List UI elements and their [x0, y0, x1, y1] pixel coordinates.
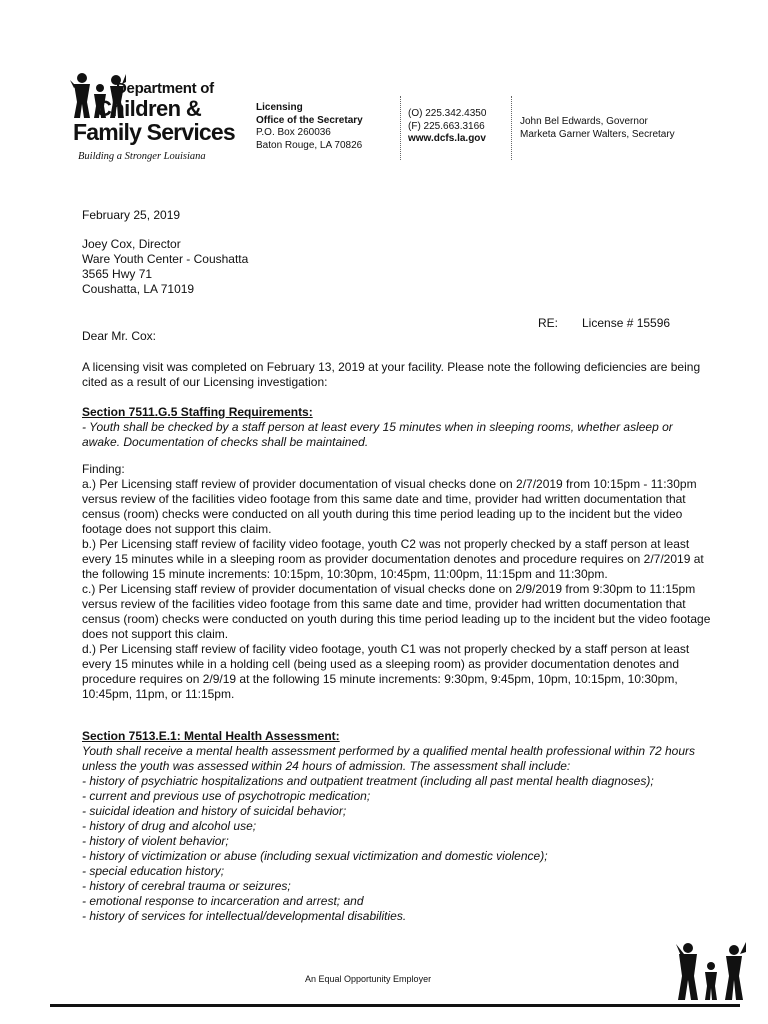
office-line-1: Licensing [256, 102, 303, 113]
list-item: - history of psychiatric hospitalizations and outpatient treatment (including all past mental health diagnoses); [82, 774, 654, 788]
dept-name-line1: Department of [116, 80, 214, 97]
salutation: Dear Mr. Cox: [82, 329, 157, 343]
recipient-city: Coushatta, LA 71019 [82, 282, 195, 296]
list-item: - history of cerebral trauma or seizures; [82, 879, 291, 893]
re-line [538, 316, 670, 331]
footer-family-logo-icon [676, 940, 746, 1002]
header-divider-1 [400, 96, 401, 160]
list-item: - history of victimization or abuse (including sexual victimization and domestic violence); [82, 849, 548, 863]
recipient-org: Ware Youth Center - Coushatta [82, 252, 249, 266]
list-item: - suicidal ideation and history of suicidal behavior; [82, 804, 347, 818]
fax-number: (F) 225.663.3166 [408, 120, 485, 132]
license-number: License # 15596 [582, 316, 671, 330]
footer-eoe-text: An Equal Opportunity Employer [305, 974, 432, 984]
list-item: - special education history; [82, 864, 225, 878]
office-address-block [256, 102, 363, 152]
recipient-address [82, 237, 248, 297]
header-divider-2 [511, 96, 512, 160]
secretary-name: Marketa Garner Walters, Secretary [520, 128, 675, 140]
office-line-3: P.O. Box 260036 [256, 127, 331, 138]
section2-requirement [82, 744, 722, 774]
re-label: RE: [538, 316, 559, 330]
finding-item: b.) Per Licensing staff review of facility video footage, youth C2 was not properly checked by a staff person at least every 15 minutes while in a sleeping room as provider documentation denotes and procedure requires on 2/7/2019 at the following 15 minute increments: 10:15pm, 10:30pm, 10:45pm, 11:00pm, 11:15pm and 11:30pm. [82, 537, 704, 581]
dept-name-line3: Family Services [73, 119, 235, 145]
governor-name: John Bel Edwards, Governor [520, 116, 648, 127]
finding-item: d.) Per Licensing staff review of facility video footage, youth C1 was not properly checked by a staff person at least every 15 minutes while in a holding cell (being used as a sleeping room) as provider documentation denotes and procedure requires on 2/9/19 at the following 15 minute increments: 9:30pm, 9:45pm, 10pm, 10:15pm, 10:30pm, 10:45pm, 11pm, or 11:15pm. [82, 642, 690, 701]
section2-requirement-text: Youth shall receive a mental health assessment performed by a qualified mental health professional within 72 hours unless the youth was assessed within 24 hours of admission. The assessment shall include: [82, 744, 696, 773]
phone-number: (O) 225.342.4350 [408, 108, 487, 119]
letter-date: February 25, 2019 [82, 208, 181, 222]
office-line-2: Office of the Secretary [256, 114, 363, 126]
finding-item: c.) Per Licensing staff review of provider documentation of visual checks done on 2/9/2019 from 9:30pm to 11:15pm versus review of the facilities video footage from this same date and time, provider had written documentation that census (room) checks were conducted on youth during this time period leading up to the incident but the video footage does not support this claim. [82, 582, 711, 641]
list-item: - history of drug and alcohol use; [82, 819, 257, 833]
assessment-items-list [82, 774, 722, 924]
website-url: www.dcfs.la.gov [408, 133, 486, 144]
findings-block [82, 462, 714, 702]
list-item: - emotional response to incarceration and arrest; and [82, 894, 364, 908]
office-line-4: Baton Rouge, LA 70826 [256, 139, 363, 151]
dept-tagline: Building a Stronger Louisiana [78, 151, 206, 162]
recipient-street: 3565 Hwy 71 [82, 267, 153, 281]
section1-requirement: - Youth shall be checked by a staff person at least every 15 minutes when in sleeping rooms, whether asleep or awake. Documentation of checks shall be maintained. [82, 420, 673, 449]
footer-rule [50, 1004, 740, 1007]
list-item: - current and previous use of psychotropic medication; [82, 789, 371, 803]
finding-item: a.) Per Licensing staff review of provider documentation of visual checks done on 2/7/2019 from 10:15pm - 11:30pm versus review of the facilities video footage from this same date and time, provider had written documentation that census (room) checks were conducted on all youth during this time period leading up to the incident but the video footage does not support this claim. [82, 477, 697, 536]
contact-block [408, 108, 486, 146]
list-item: - history of violent behavior; [82, 834, 229, 848]
intro-paragraph: A licensing visit was completed on February 13, 2019 at your facility. Please note the following deficiencies are being cited as a result of our Licensing investigation: [82, 360, 701, 389]
officials-block [520, 116, 675, 141]
dept-name-line2: Children & [96, 96, 202, 121]
section2-title: Section 7513.E.1: Mental Health Assessment: [82, 729, 340, 743]
section1-title: Section 7511.G.5 Staffing Requirements: [82, 405, 313, 419]
list-item: - history of services for intellectual/developmental disabilities. [82, 909, 407, 923]
recipient-name: Joey Cox, Director [82, 237, 181, 251]
finding-label: Finding: [82, 462, 125, 476]
